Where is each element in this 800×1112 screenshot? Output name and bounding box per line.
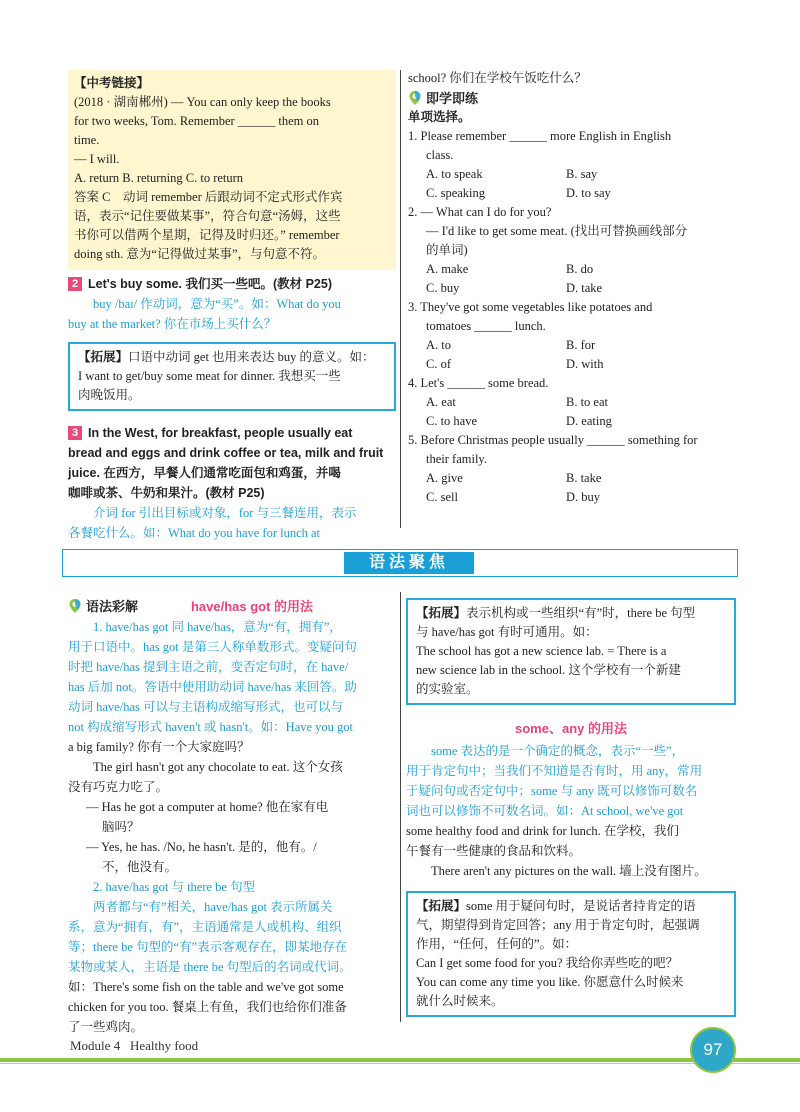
extension-label: 【拓展】 <box>78 350 129 364</box>
extension-label: 【拓展】 <box>416 606 467 620</box>
grammar-line: 动词 have/has 可以与主语构成缩写形式，也可以与 <box>68 700 343 714</box>
exam-link-box <box>68 70 396 270</box>
grammar-line: 用于口语中。has got 是第三人称单数形式。变疑问句 <box>68 640 357 654</box>
grammar-line: 系，意为“拥有，有”，主语通常是人或机构、组织 <box>68 920 342 934</box>
continued-line: school? 你们在学校午饭吃什么？ <box>408 71 587 85</box>
point-3-text: 咖啡或茶、牛奶和果汁。(教材 P25) <box>68 486 265 500</box>
grammar-line: 用于肯定句中；当我们不知道是否有时，用 any，常用 <box>406 764 703 778</box>
grammar-line: has 后加 not。答语中使用助动词 have/has 来回答。助 <box>68 680 357 694</box>
answer-line: 答案 C 动词 remember 后跟动词不定式形式作宾 <box>74 190 343 204</box>
location-pin-icon <box>68 598 82 614</box>
extension-text: Can I get some food for you? 我给你弄些吃的吧？ <box>416 956 679 970</box>
footer-rule <box>0 1058 800 1062</box>
grammar-line: The girl hasn't got any chocolate to eat. 这个女孩 <box>93 760 343 774</box>
explanation-line: buy /baɪ/ 作动词，意为“买”。如：What do you <box>93 297 341 311</box>
answer-line: 书你可以借两个星期，记得及时归还。” remember <box>74 228 340 242</box>
answer-option[interactable]: C. of <box>426 357 451 371</box>
question-list <box>408 127 736 507</box>
have-got-explanation <box>68 617 396 1037</box>
point-3 <box>68 423 396 543</box>
some-any-title: some、any 的用法 <box>515 721 627 736</box>
explanation-line: buy at the market? 你在市场上买什么？ <box>68 317 277 331</box>
answer-option[interactable]: D. eating <box>566 414 612 428</box>
point-3-explanation <box>68 503 396 543</box>
question-item <box>408 203 736 298</box>
point-number-3: 3 <box>68 426 82 440</box>
option-row <box>408 469 736 488</box>
option-row <box>408 488 736 507</box>
exam-question-line: A. return B. returning C. to return <box>74 171 244 185</box>
point-2-title: Let's buy some. 我们买一些吧。(教材 P25) <box>88 277 332 291</box>
practice-section-header <box>408 88 736 107</box>
extension-text: new science lab in the school. 这个学校有一个新建 <box>416 663 681 677</box>
grammar-line: There aren't any pictures on the wall. 墙上没有图片。 <box>431 864 707 878</box>
point-3-title <box>68 423 396 503</box>
answer-option[interactable]: D. buy <box>566 490 601 504</box>
grammar-line: 2. have/has got 与 there be 句型 <box>93 880 256 894</box>
extension-text: 气，期望得到肯定回答；any 用于肯定句时，起强调 <box>416 918 700 932</box>
exam-question-line: — I will. <box>74 152 120 166</box>
question-stem-line: class. <box>426 148 454 162</box>
extension-line <box>416 680 726 699</box>
extension-line <box>416 642 726 661</box>
grammar-line: 1. have/has got 同 have/has，意为“有，拥有”， <box>93 620 342 634</box>
grammar-line: 了一些鸡肉。 <box>68 1020 144 1034</box>
grammar-line: some healthy food and drink for lunch. 在学校，我们 <box>406 824 679 838</box>
point-2 <box>68 274 396 334</box>
point-3-text: juice. 在西方，早餐人们通常吃面包和鸡蛋，并喝 <box>68 466 341 480</box>
extension-line <box>416 935 726 954</box>
extension-line <box>78 348 386 367</box>
extension-line <box>416 916 726 935</box>
question-stem-line: 4. Let's ______ some bread. <box>408 376 549 390</box>
grammar-right-column <box>406 598 736 1017</box>
question-item <box>408 431 736 507</box>
point-3-line <box>68 463 396 483</box>
answer-option[interactable]: B. say <box>566 167 598 181</box>
answer-option[interactable]: A. make <box>426 262 469 276</box>
answer-line: 语，表示“记住要做某事”，符合句意“汤姆，这些 <box>74 209 341 223</box>
grammar-line: 脑吗？ <box>102 820 140 834</box>
point-3-text: In the West, for breakfast, people usually eat <box>88 426 353 440</box>
extension-line <box>416 954 726 973</box>
answer-option[interactable]: C. speaking <box>426 186 486 200</box>
question-stem-line: 3. They've got some vegetables like potatoes and <box>408 300 653 314</box>
exam-link-title: 【中考链接】 <box>74 76 150 90</box>
grammar-line: 午餐有一些健康的食品和饮料。 <box>406 844 582 858</box>
question-item <box>408 127 736 203</box>
right-top-column <box>408 70 736 507</box>
grammar-line: 某物或某人，主语是 there be 句型后的名词或代词。 <box>68 960 352 974</box>
option-row <box>408 412 736 431</box>
option-row <box>408 184 736 203</box>
grammar-line: — Has he got a computer at home? 他在家有电 <box>86 800 329 814</box>
extension-line <box>416 973 726 992</box>
grammar-line: 两者都与“有”相关，have/has got 表示所属关 <box>93 900 333 914</box>
answer-option[interactable]: D. take <box>566 281 603 295</box>
grammar-line: chicken for you too. 餐桌上有鱼，我们也给你们准备 <box>68 1000 347 1014</box>
grammar-focus-banner <box>62 549 738 577</box>
point-3-line <box>68 483 396 503</box>
practice-subtitle: 单项选择。 <box>408 110 471 124</box>
module-label: Module 4 <box>70 1038 121 1053</box>
footer-module <box>70 1038 198 1054</box>
question-item <box>408 298 736 374</box>
module-name: Healthy food <box>129 1038 199 1053</box>
have-got-title: have/has got 的用法 <box>190 599 314 614</box>
extension-line <box>416 623 726 642</box>
grammar-line: some 表达的是一个确定的概念，表示“一些”， <box>431 744 685 758</box>
grammar-explain-title: 语法彩解 <box>86 599 139 614</box>
extension-text: 的实验室。 <box>416 682 479 696</box>
point-3-line <box>68 423 396 443</box>
point-number-2: 2 <box>68 277 82 291</box>
answer-option[interactable]: B. do <box>566 262 594 276</box>
practice-section-title: 即学即练 <box>426 91 479 106</box>
extension-text: 肉晚饭用。 <box>78 388 141 402</box>
exam-question-line: (2018 · 湖南郴州) — You can only keep the books <box>74 95 331 109</box>
extension-box-2 <box>406 598 736 705</box>
answer-option[interactable]: C. buy <box>426 281 460 295</box>
exam-link-question <box>74 93 390 188</box>
column-divider-bottom <box>400 592 401 1022</box>
grammar-line: 时把 have/has 提到主语之前，变否定句时，在 have/ <box>68 660 349 674</box>
extension-line <box>416 992 726 1011</box>
grammar-line: 如：There's some fish on the table and we've got some <box>68 980 344 994</box>
extension-text: You can come any time you like. 你愿意什么时候来 <box>416 975 684 989</box>
option-row <box>408 279 736 298</box>
extension-text: 就什么时候来。 <box>416 994 504 1008</box>
answer-option[interactable]: A. to <box>426 338 451 352</box>
extension-line <box>416 604 726 623</box>
explanation-line: 介词 for 引出目标或对象，for 与三餐连用，表示 <box>93 506 357 520</box>
question-stem-line: 1. Please remember ______ more English in English <box>408 129 672 143</box>
answer-option[interactable]: A. to speak <box>426 167 483 181</box>
question-stem-line: tomatoes ______ lunch. <box>426 319 546 333</box>
some-any-explanation <box>406 741 736 881</box>
extension-text: 作用，“任何，任何的”。如： <box>416 937 578 951</box>
grammar-line: — Yes, he has. /No, he hasn't. 是的，他有。/ <box>86 840 317 854</box>
extension-text: 口语中动词 get 也用来表达 buy 的意义。如： <box>128 350 375 364</box>
question-stem-line: their family. <box>426 452 487 466</box>
point-3-text: bread and eggs and drink coffee or tea, milk and fruit <box>68 446 384 460</box>
question-stem-line: 2. — What can I do for you? <box>408 205 552 219</box>
extension-box-3 <box>406 891 736 1017</box>
exam-question-line: time. <box>74 133 100 147</box>
extension-text: 与 have/has got 有时可通用。如： <box>416 625 598 639</box>
answer-option[interactable]: D. with <box>566 357 604 371</box>
question-item <box>408 374 736 431</box>
extension-line <box>416 897 726 916</box>
grammar-left-column <box>68 596 396 1037</box>
grammar-line: 于疑问句或否定句中；some 与 any 既可以修饰可数名 <box>406 784 698 798</box>
option-row <box>408 355 736 374</box>
question-stem-line: 的单词) <box>426 243 468 257</box>
extension-text: 表示机构或一些组织“有”时，there be 句型 <box>466 606 696 620</box>
point-2-explanation <box>68 294 396 334</box>
grammar-line: 不，他没有。 <box>102 860 178 874</box>
page-number: 97 <box>690 1027 736 1073</box>
grammar-focus-title: 语法聚焦 <box>344 552 474 574</box>
option-row <box>408 336 736 355</box>
option-row <box>408 260 736 279</box>
option-row <box>408 393 736 412</box>
point-3-line <box>68 443 396 463</box>
grammar-line: 没有巧克力吃了。 <box>68 780 169 794</box>
grammar-line: a big family? 你有一个大家庭吗？ <box>68 740 250 754</box>
explanation-line: 各餐吃什么。如：What do you have for lunch at <box>68 526 321 540</box>
extension-line <box>416 661 726 680</box>
exam-question-line: for two weeks, Tom. Remember ______ them on <box>74 114 320 128</box>
answer-option[interactable]: D. to say <box>566 186 611 200</box>
extension-label: 【拓展】 <box>416 899 467 913</box>
exam-link-answer <box>74 188 390 264</box>
extension-line <box>78 386 386 405</box>
grammar-line: 词也可以修饰不可数名词。如：At school, we've got <box>406 804 684 818</box>
footer-rule-thin <box>0 1063 800 1064</box>
left-top-column <box>68 70 396 543</box>
column-divider-top <box>400 70 401 528</box>
answer-option[interactable]: C. to have <box>426 414 478 428</box>
answer-option[interactable]: B. for <box>566 338 596 352</box>
extension-line <box>78 367 386 386</box>
grammar-line: not 构成缩写形式 haven't 或 hasn't。如：Have you got <box>68 720 354 734</box>
answer-line: doing sth. 意为“记得做过某事”，与句意不符。 <box>74 247 326 261</box>
grammar-line: 等；there be 句型的“有”表示客观存在，即某地存在 <box>68 940 348 954</box>
extension-text: some 用于疑问句时，是说话者持肯定的语 <box>466 899 696 913</box>
extension-text: I want to get/buy some meat for dinner. 我想买一些 <box>78 369 341 383</box>
location-pin-icon <box>408 90 422 106</box>
answer-option[interactable]: A. give <box>426 471 463 485</box>
extension-box-1 <box>68 342 396 411</box>
answer-option[interactable]: A. eat <box>426 395 456 409</box>
question-stem-line: 5. Before Christmas people usually ______ something for <box>408 433 698 447</box>
extension-text: The school has got a new science lab. = There is a <box>416 644 667 658</box>
answer-option[interactable]: C. sell <box>426 490 458 504</box>
answer-option[interactable]: B. take <box>566 471 602 485</box>
option-row <box>408 165 736 184</box>
question-stem-line: — I'd like to get some meat. (找出可替换画线部分 <box>426 224 688 238</box>
answer-option[interactable]: B. to eat <box>566 395 609 409</box>
